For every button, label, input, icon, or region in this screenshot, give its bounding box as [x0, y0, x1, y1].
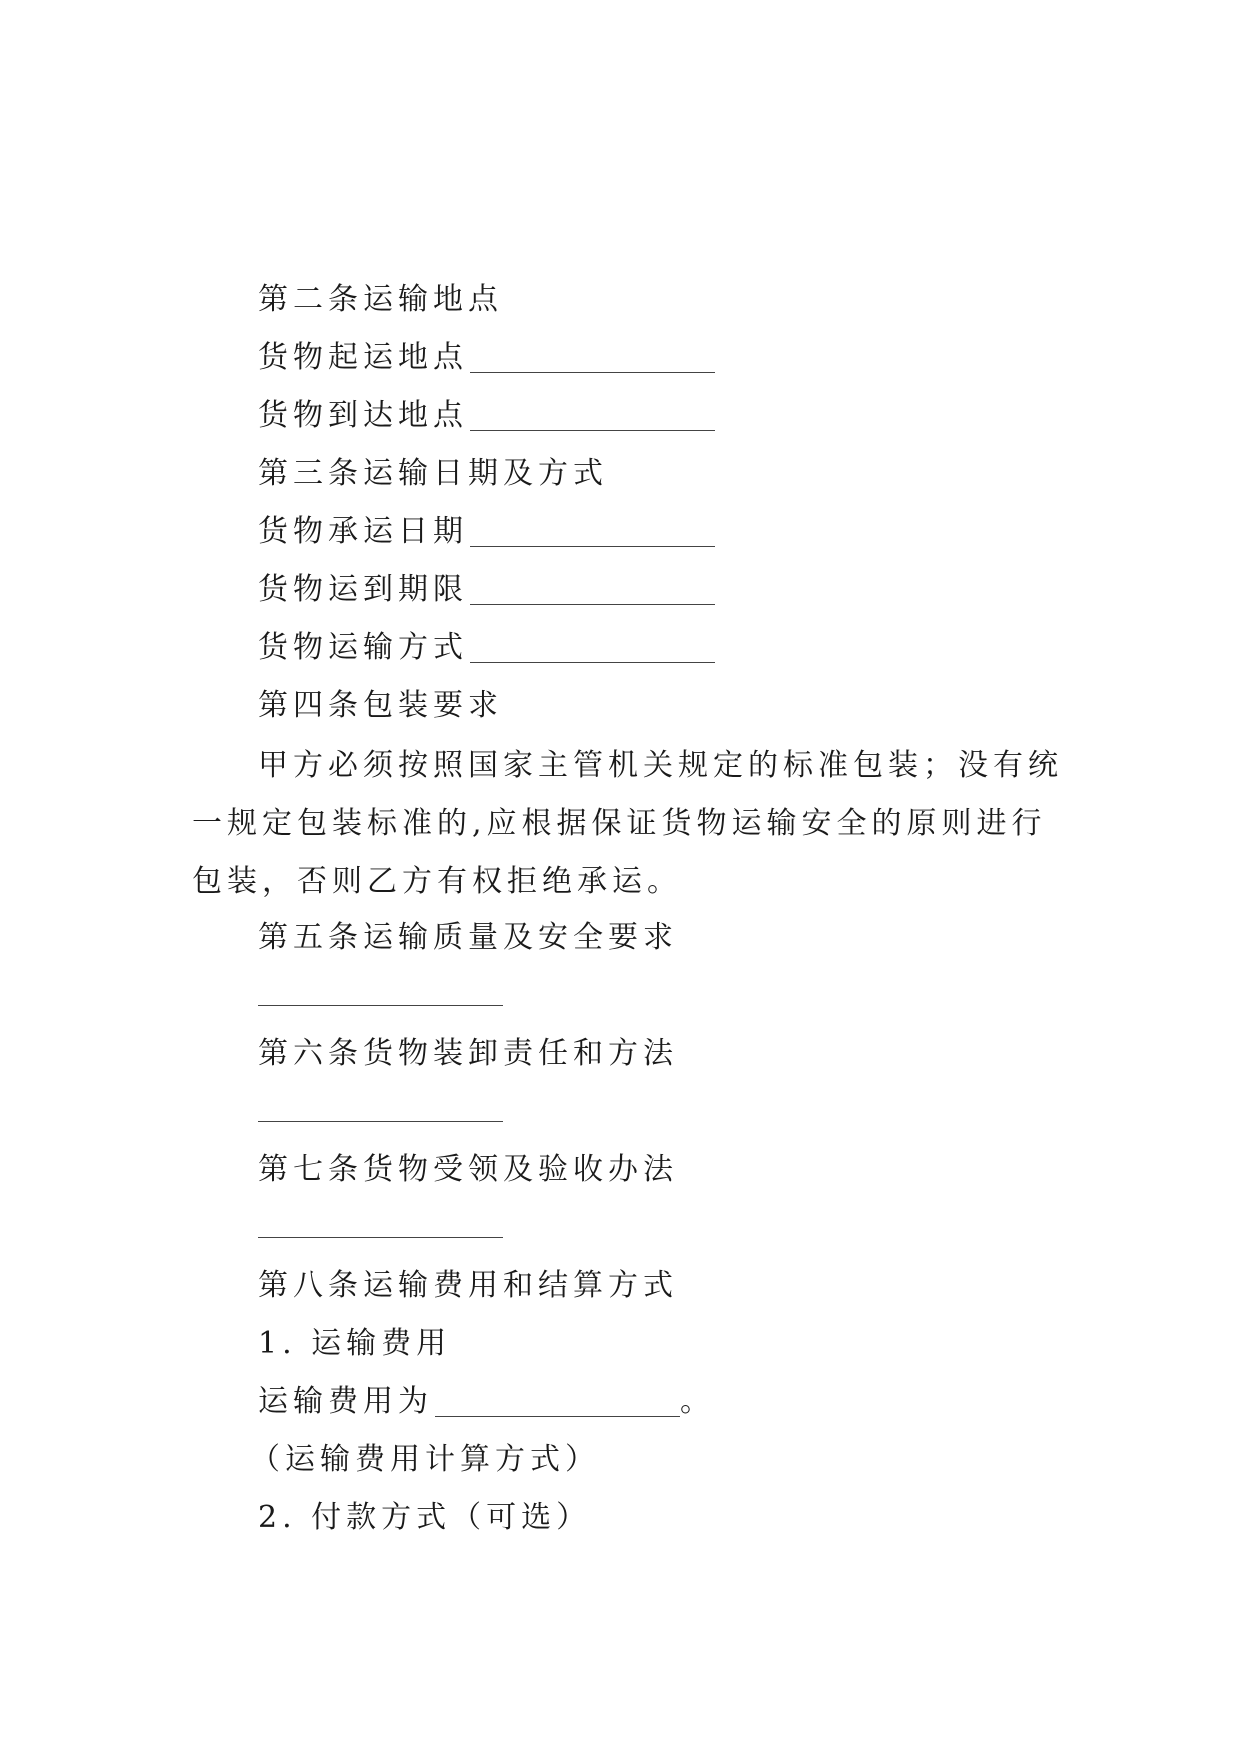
ship-date-label: 货物承运日期 — [258, 514, 468, 549]
article-3-title: 第三条运输日期及方式 — [258, 456, 608, 491]
ship-date-blank[interactable] — [470, 516, 715, 547]
fee-blank[interactable] — [435, 1386, 680, 1417]
destination-label: 货物到达地点 — [258, 398, 468, 433]
fee-suffix: 。 — [680, 1384, 715, 1419]
article-6-blank[interactable] — [258, 1121, 503, 1122]
origin-label: 货物起运地点 — [258, 340, 468, 375]
article-7-blank[interactable] — [258, 1237, 503, 1238]
transport-mode-blank[interactable] — [470, 632, 715, 663]
fee-label: 运输费用为 — [258, 1384, 433, 1419]
article-6-title: 第六条货物装卸责任和方法 — [258, 1036, 678, 1071]
article-5-title: 第五条运输质量及安全要求 — [258, 920, 678, 955]
article-8-title: 第八条运输费用和结算方式 — [258, 1268, 678, 1303]
fee-line — [258, 1382, 715, 1422]
arrival-limit-blank[interactable] — [470, 574, 715, 605]
ship-date-line — [258, 512, 715, 552]
origin-blank[interactable] — [470, 342, 715, 373]
arrival-limit-line — [258, 570, 715, 610]
article-5-blank[interactable] — [258, 1005, 503, 1006]
origin-line — [258, 338, 715, 378]
item-2-heading: 2. 付款方式（可选） — [258, 1500, 592, 1535]
arrival-limit-label: 货物运到期限 — [258, 572, 468, 607]
transport-mode-line — [258, 628, 715, 668]
article-2-title: 第二条运输地点 — [258, 282, 503, 317]
article-4-title: 第四条包装要求 — [258, 688, 503, 723]
item-1-heading: 1. 运输费用 — [258, 1326, 452, 1361]
destination-line — [258, 396, 715, 436]
transport-mode-label: 货物运输方式 — [258, 630, 468, 665]
fee-calc-note: （运输费用计算方式） — [250, 1442, 600, 1477]
article-7-title: 第七条货物受领及验收办法 — [258, 1152, 678, 1187]
article-4-body: 甲方必须按照国家主管机关规定的标准包装；没有统一规定包装标准的,应根据保证货物运输安全的原则进行包装，否则乙方有权拒绝承运。 — [192, 748, 1063, 899]
destination-blank[interactable] — [470, 400, 715, 431]
